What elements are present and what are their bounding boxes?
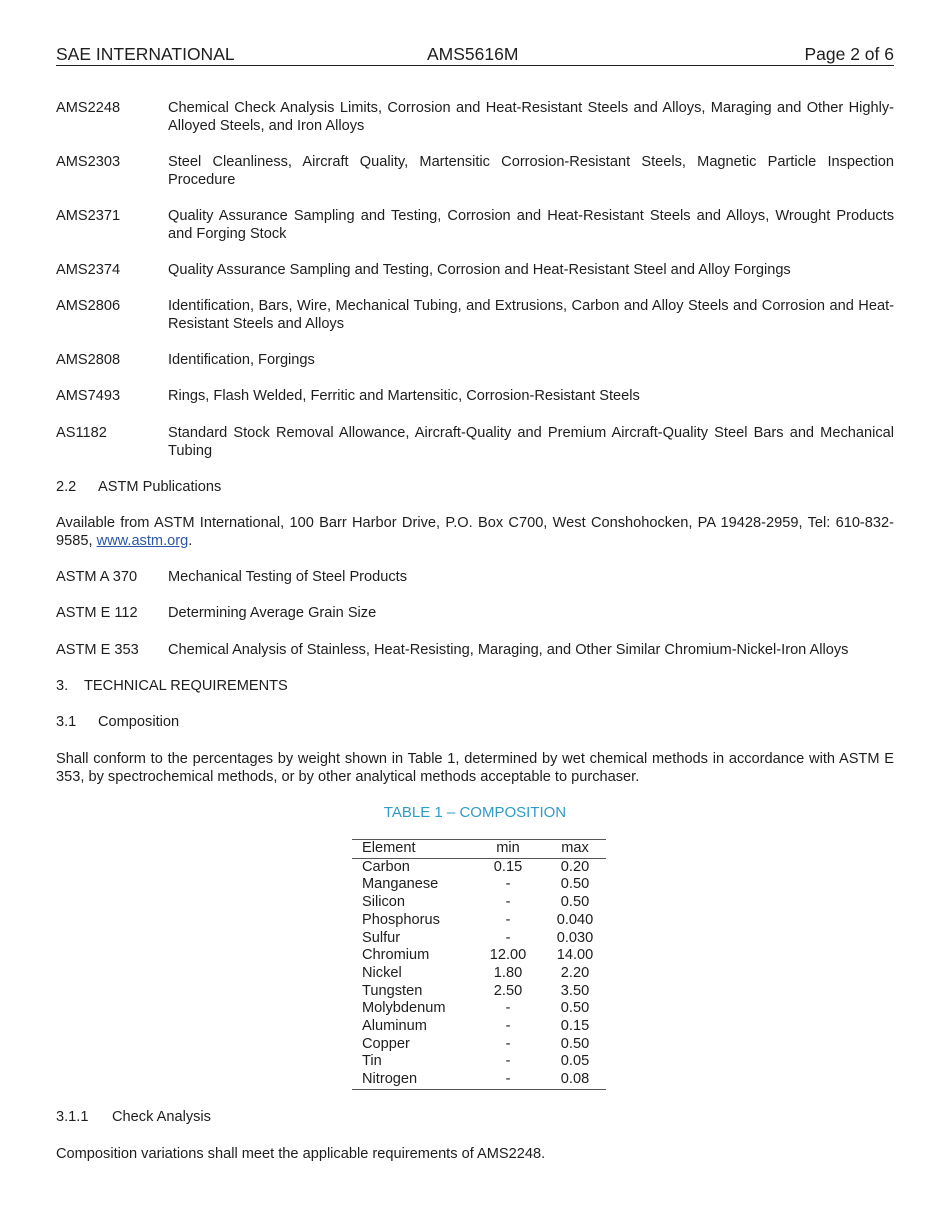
cell-min: 2.50 (493, 982, 523, 999)
cell-min: - (505, 1018, 511, 1035)
column-header-max: max (561, 840, 589, 856)
cell-min: - (505, 1053, 511, 1070)
reference-item (56, 387, 894, 405)
table-row (352, 983, 606, 1001)
reference-item (56, 261, 894, 279)
section-heading-3-1-1 (56, 1108, 211, 1126)
cell-min: - (505, 1000, 511, 1017)
column-header-element: Element (362, 840, 416, 856)
section-title: Composition (98, 714, 180, 730)
header-page-number: Page 2 of 6 (804, 44, 894, 64)
cell-max: 0.50 (560, 1035, 590, 1052)
cell-min: - (505, 1071, 511, 1088)
section-heading-3-1 (56, 713, 179, 731)
table-row (352, 965, 606, 983)
cell-min: - (505, 911, 511, 928)
reference-title: Quality Assurance Sampling and Testing, Corrosion and Heat-Resistant Steel and Alloy Forgings (168, 262, 791, 278)
composition-paragraph: Shall conform to the percentages by weight shown in Table 1, determined by wet chemical methods in accordance with ASTM E 353, by spectrochemical methods, or by other analytical methods acceptable to purchaser. (56, 751, 894, 785)
section-heading-2-2 (56, 478, 221, 496)
table-caption: TABLE 1 – COMPOSITION (383, 804, 567, 821)
reference-item (56, 297, 894, 333)
table-row (352, 930, 606, 948)
cell-element: Carbon (362, 858, 410, 875)
table-row (352, 947, 606, 965)
cell-element: Tin (362, 1053, 382, 1070)
table-row (352, 858, 606, 876)
reference-title: Quality Assurance Sampling and Testing, Corrosion and Heat-Resistant Steels and Alloys, Wrought Products and Forging Stock (168, 208, 894, 242)
reference-code: AMS2808 (56, 352, 121, 368)
section-title: Check Analysis (112, 1109, 211, 1125)
reference-code: ASTM E 112 (56, 605, 138, 621)
section-number: 3.1 (56, 714, 77, 730)
cell-max: 0.030 (556, 929, 594, 946)
cell-element: Tungsten (362, 982, 423, 999)
reference-title: Identification, Forgings (168, 352, 315, 368)
reference-code: AS1182 (56, 425, 107, 441)
cell-element: Copper (362, 1035, 410, 1052)
cell-max: 0.50 (560, 1000, 590, 1017)
cell-max: 0.50 (560, 894, 590, 911)
page-header (56, 44, 894, 66)
reference-code: AMS2374 (56, 262, 121, 278)
cell-min: 0.15 (493, 858, 523, 875)
reference-code: AMS2248 (56, 100, 121, 116)
table-row (352, 1000, 606, 1018)
reference-item (56, 207, 894, 243)
cell-max: 2.20 (560, 964, 590, 981)
reference-item (56, 153, 894, 189)
reference-code: AMS7493 (56, 388, 121, 404)
table-row (352, 912, 606, 930)
table-row (352, 1036, 606, 1054)
table-row (352, 1071, 606, 1089)
cell-min: 1.80 (493, 964, 523, 981)
reference-title: Steel Cleanliness, Aircraft Quality, Martensitic Corrosion-Resistant Steels, Magnetic Particle Inspection Procedure (168, 154, 894, 188)
column-header-min: min (496, 840, 520, 856)
cell-min: - (505, 876, 511, 893)
reference-code: AMS2303 (56, 154, 121, 170)
cell-element: Molybdenum (362, 1000, 446, 1017)
cell-max: 0.040 (556, 911, 594, 928)
cell-element: Sulfur (362, 929, 401, 946)
astm-website-link[interactable]: www.astm.org (96, 533, 189, 549)
reference-title: Chemical Check Analysis Limits, Corrosion and Heat-Resistant Steels and Alloys, Maraging and Other Highly-Alloyed Steels, and Iron Alloys (168, 100, 894, 134)
reference-title: Identification, Bars, Wire, Mechanical Tubing, and Extrusions, Carbon and Alloy Steels and Corrosion and Heat-Resistant Steels and Alloys (168, 298, 894, 332)
reference-title: Mechanical Testing of Steel Products (168, 569, 408, 585)
reference-item (56, 568, 894, 586)
cell-element: Manganese (362, 876, 439, 893)
reference-code: ASTM A 370 (56, 569, 138, 585)
cell-min: - (505, 929, 511, 946)
cell-element: Phosphorus (362, 911, 440, 928)
cell-element: Chromium (362, 947, 430, 964)
section-number: 3. (56, 678, 69, 694)
reference-title: Determining Average Grain Size (168, 605, 377, 621)
cell-max: 14.00 (556, 947, 594, 964)
reference-item (56, 641, 894, 659)
reference-item (56, 424, 894, 460)
table-row (352, 876, 606, 894)
reference-item (56, 351, 894, 369)
section-title: ASTM Publications (98, 479, 222, 495)
header-org: SAE INTERNATIONAL (56, 44, 235, 64)
section-title: TECHNICAL REQUIREMENTS (84, 678, 288, 694)
reference-code: ASTM E 353 (56, 642, 139, 658)
reference-title: Rings, Flash Welded, Ferritic and Martensitic, Corrosion-Resistant Steels (168, 388, 640, 404)
astm-availability-paragraph (56, 514, 894, 550)
reference-code: AMS2806 (56, 298, 121, 314)
section-number: 2.2 (56, 479, 77, 495)
cell-max: 0.15 (560, 1018, 590, 1035)
cell-element: Silicon (362, 894, 405, 911)
cell-max: 0.08 (560, 1071, 590, 1088)
reference-code: AMS2371 (56, 208, 121, 224)
table-row (352, 1018, 606, 1036)
reference-item (56, 604, 894, 622)
table-row (352, 1053, 606, 1071)
availability-text: Available from ASTM International, 100 Barr Harbor Drive, P.O. Box C700, West Conshohocken, PA 19428-2959, Tel: 610-832-9585, (56, 515, 894, 549)
cell-element: Nickel (362, 964, 402, 981)
table-header-row (352, 840, 606, 859)
cell-min: - (505, 1035, 511, 1052)
reference-title: Chemical Analysis of Stainless, Heat-Resisting, Maraging, and Other Similar Chromium-Nickel-Iron Alloys (168, 642, 849, 658)
availability-trailing: . (188, 533, 193, 549)
cell-max: 3.50 (560, 982, 590, 999)
table-row (352, 894, 606, 912)
cell-max: 0.05 (560, 1053, 590, 1070)
composition-table (352, 839, 606, 1090)
cell-max: 0.20 (560, 858, 590, 875)
check-analysis-paragraph: Composition variations shall meet the applicable requirements of AMS2248. (56, 1146, 546, 1162)
reference-item (56, 99, 894, 135)
header-doc-id: AMS5616M (427, 44, 519, 64)
cell-element: Aluminum (362, 1018, 427, 1035)
cell-max: 0.50 (560, 876, 590, 893)
reference-title: Standard Stock Removal Allowance, Aircraft-Quality and Premium Aircraft-Quality Steel Bars and Mechanical Tubing (168, 425, 894, 459)
section-heading-3 (56, 677, 288, 695)
cell-min: 12.00 (489, 947, 527, 964)
cell-min: - (505, 894, 511, 911)
cell-element: Nitrogen (362, 1071, 418, 1088)
section-number: 3.1.1 (56, 1109, 89, 1125)
